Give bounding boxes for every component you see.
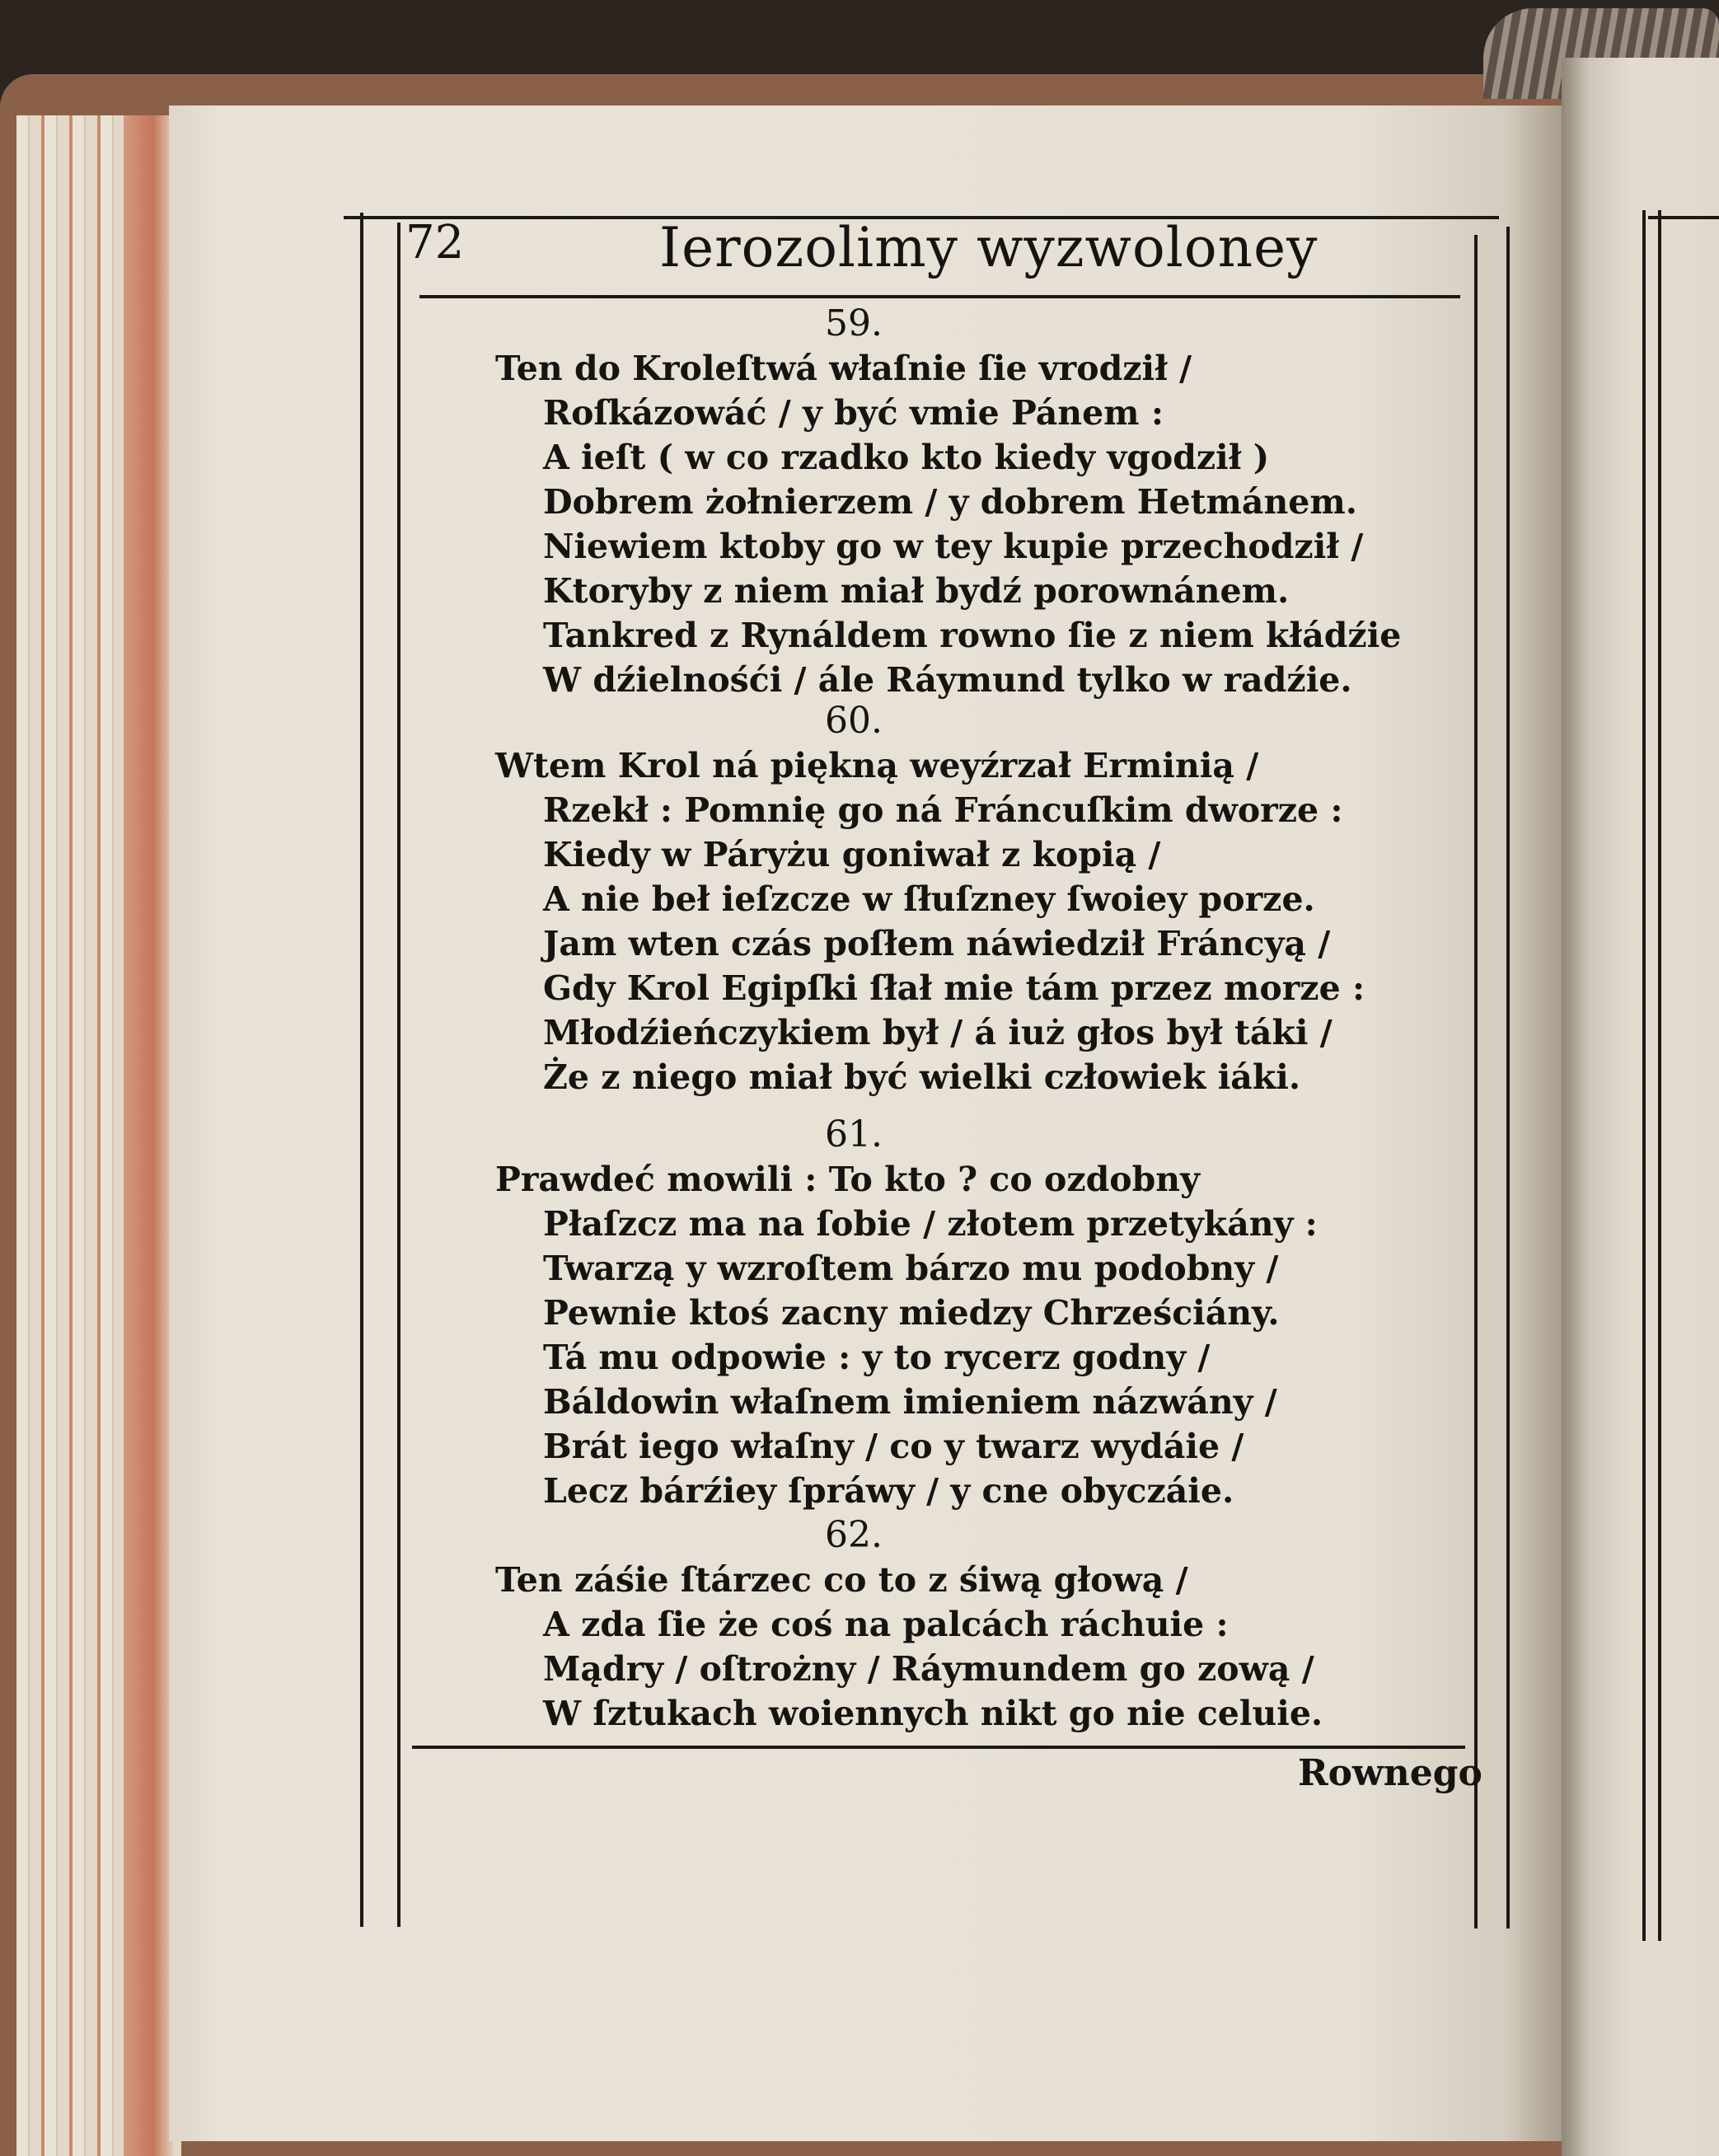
verse-line: Dobrem żołnierzem / y dobrem Hetmánem. [543, 482, 1358, 522]
footer-rule [412, 1746, 1465, 1749]
verse-line: Lecz bárźiey ſpráwy / y cne obyczáie. [543, 1471, 1234, 1511]
verse-line: Báldowin właſnem imieniem názwány / [543, 1382, 1277, 1422]
verse-line: W dźielnośći / ále Ráymund tylko w radźie. [543, 660, 1352, 700]
verse-line: Roſkázowáć / y być vmie Pánem : [543, 393, 1164, 433]
right-frame-line-inner [1474, 235, 1478, 1929]
facing-page-frame-line [1658, 210, 1661, 1941]
verse-line: Gdy Krol Egipſki ſłał mie tám przez morze : [543, 968, 1365, 1008]
verse-line: W ſztukach woiennych nikt go nie celuie. [543, 1694, 1323, 1733]
facing-page-frame-line [1642, 210, 1646, 1941]
verse-line: Kiedy w Páryżu goniwał z kopią / [543, 835, 1161, 874]
catchword: Rownego [1298, 1752, 1482, 1794]
verse-line: Jam wten czás poſłem náwiedził Fráncyą / [543, 924, 1331, 963]
verse-line: Tankred z Rynáldem rowno ſie z niem kłádźie [543, 616, 1402, 655]
verse-line: Ten záśie ſtárzec co to z śiwą głową / [495, 1560, 1188, 1600]
verse-line: Że z niego miał być wielki człowiek iáki. [543, 1057, 1301, 1097]
running-title: Ierozolimy wyzwoloney [659, 216, 1319, 279]
verse-line: Pewnie ktoś zacny miedzy Chrześciány. [543, 1293, 1280, 1333]
verse-line: Płaſzcz ma na ſobie / złotem przetykány : [543, 1204, 1318, 1244]
stanza-60 [495, 699, 1365, 1099]
header-rule [419, 295, 1460, 298]
stanza-number: 61. [825, 1113, 883, 1155]
verse-line: Rzekł : Pomnię go ná Fráncuſkim dworze : [543, 790, 1343, 830]
page-number: 72 [405, 216, 465, 270]
verse-line: Tá mu odpowie : y to rycerz godny / [543, 1338, 1211, 1377]
verse-line: A nie beł ieſzcze w ſłuſzney ſwoiey porze. [543, 879, 1315, 919]
verse-line: Ktoryby z niem miał bydź porownánem. [543, 571, 1290, 611]
stanza-number: 60. [825, 700, 883, 742]
verse-line: Ten do Kroleſtwá właſnie ſie vrodził / [495, 349, 1192, 388]
verse-line: Mądry / oſtrożny / Ráymundem go zową / [543, 1649, 1314, 1689]
stanza-62 [495, 1513, 1323, 1736]
right-frame-line-outer [1506, 227, 1510, 1929]
facing-page-rule [1648, 216, 1719, 219]
verse-line: Twarzą y wzroſtem bárzo mu podobny / [543, 1249, 1279, 1288]
red-page-edges [124, 115, 173, 2156]
verse-line: A ieſt ( w co rzadko kto kiedy vgodził ) [543, 438, 1270, 477]
verse-line: A zda ſie że coś na palcách ráchuie : [543, 1605, 1229, 1644]
stanza-61 [495, 1113, 1318, 1513]
facing-page [1562, 58, 1719, 2156]
verse-line: Młodźieńczykiem był / á iuż głos był táki / [543, 1013, 1333, 1052]
verse-line: Brát iego właſny / co y twarz wydáie / [543, 1427, 1244, 1466]
stanza-number: 59. [825, 302, 883, 344]
left-frame-line-outer [360, 213, 363, 1927]
verse-line: Prawdeć mowili : To kto ? co ozdobny [495, 1160, 1200, 1199]
stanza-number: 62. [825, 1514, 883, 1556]
verse-line: Wtem Krol ná piękną weyźrzał Erminią / [495, 746, 1259, 785]
stanza-59 [495, 302, 1401, 702]
verse-line: Niewiem ktoby go w tey kupie przechodził / [543, 527, 1364, 566]
left-frame-line-inner [397, 223, 400, 1927]
